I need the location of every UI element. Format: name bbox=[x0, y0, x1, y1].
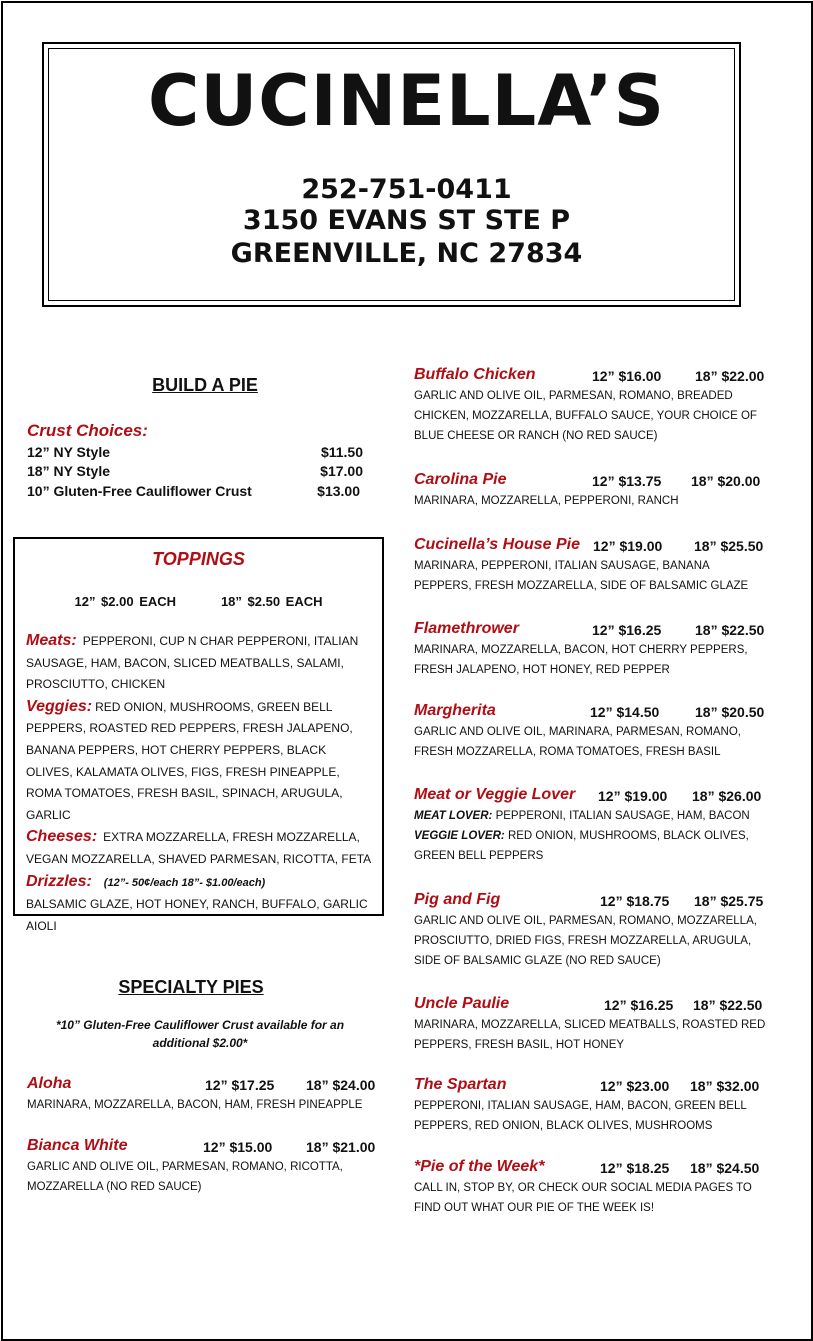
pie-price-12: 12” $17.25 bbox=[205, 1077, 275, 1093]
topping-price-12: 12” $2.00 EACH bbox=[74, 594, 177, 609]
pie-item bbox=[414, 891, 774, 971]
pie-price-18: 18” $24.50 bbox=[690, 1160, 760, 1176]
pie-price-12: 12” $23.00 bbox=[600, 1078, 670, 1094]
pie-price-18: 18” $24.00 bbox=[306, 1077, 376, 1093]
crust-row bbox=[27, 444, 363, 460]
pie-item bbox=[414, 702, 774, 762]
pie-name: Bianca White bbox=[27, 1137, 128, 1154]
pie-description: MARINARA, MOZZARELLA, BACON, HAM, FRESH PINEAPPLE bbox=[27, 1099, 363, 1111]
pie-price-12: 12” $13.75 bbox=[592, 473, 662, 489]
pie-price-12: 12” $19.00 bbox=[593, 538, 663, 554]
cheeses-label: Cheeses: bbox=[26, 828, 98, 846]
drizzles-items: BALSAMIC GLAZE, HOT HONEY, RANCH, BUFFALO, GARLIC AIOLI bbox=[26, 897, 368, 933]
pie-name: *Pie of the Week* bbox=[414, 1158, 545, 1175]
pie-price-18: 18” $25.75 bbox=[694, 893, 764, 909]
pie-description bbox=[414, 806, 769, 866]
topping-price-18: 18” $2.50 EACH bbox=[220, 594, 323, 609]
pie-price-12: 12” $15.00 bbox=[203, 1139, 273, 1155]
pie-description: MARINARA, MOZZARELLA, SLICED MEATBALLS, ROASTED RED PEPPERS, FRESH BASIL, HOT HONEY bbox=[414, 1019, 766, 1051]
pie-price-12: 12” $16.25 bbox=[604, 997, 674, 1013]
meat-lover-label: MEAT LOVER: bbox=[414, 810, 493, 822]
pie-item bbox=[414, 471, 774, 511]
pie-description: GARLIC AND OLIVE OIL, MARINARA, PARMESAN, ROMANO, FRESH MOZZARELLA, ROMA TOMATOES, FRESH BASIL bbox=[414, 726, 741, 758]
pie-item bbox=[414, 620, 769, 680]
pie-item bbox=[414, 1076, 769, 1136]
crust-name: 18” NY Style bbox=[27, 463, 111, 479]
gluten-free-note: *10” Gluten-Free Cauliflower Crust available for an additional $2.00* bbox=[55, 1018, 345, 1050]
pie-description: CALL IN, STOP BY, OR CHECK OUR SOCIAL MEDIA PAGES TO FIND OUT WHAT OUR PIE OF THE WEEK IS! bbox=[414, 1182, 752, 1214]
pie-name: Cucinella’s House Pie bbox=[414, 536, 580, 553]
pie-item bbox=[27, 1075, 382, 1115]
specialty-pies-title: SPECIALTY PIES bbox=[118, 977, 264, 997]
pie-name: Margherita bbox=[414, 702, 496, 719]
pie-price-12: 12” $16.25 bbox=[592, 622, 662, 638]
crust-price: $11.50 bbox=[320, 444, 363, 460]
crust-choices-heading: Crust Choices: bbox=[27, 421, 148, 440]
pie-name: Flamethrower bbox=[414, 620, 519, 637]
meat-lover-desc: PEPPERONI, ITALIAN SAUSAGE, HAM, BACON bbox=[495, 810, 750, 822]
cheeses-items: EXTRA MOZZARELLA, FRESH MOZZARELLA, VEGAN MOZZARELLA, SHAVED PARMESAN, RICOTTA, FETA bbox=[26, 830, 372, 866]
pie-price-18: 18” $26.00 bbox=[692, 788, 762, 804]
pie-description: MARINARA, PEPPERONI, ITALIAN SAUSAGE, BANANA PEPPERS, FRESH MOZZARELLA, SIDE OF BALSAMIC GLAZE bbox=[414, 560, 749, 592]
pie-price-18: 18” $20.50 bbox=[695, 704, 765, 720]
pie-name: Pig and Fig bbox=[414, 891, 501, 908]
meats-label: Meats: bbox=[26, 632, 77, 649]
crust-name: 12” NY Style bbox=[27, 444, 111, 460]
pie-name: The Spartan bbox=[414, 1076, 507, 1093]
pie-price-12: 12” $14.50 bbox=[590, 704, 660, 720]
pie-name: Carolina Pie bbox=[414, 471, 507, 488]
build-a-pie-title: BUILD A PIE bbox=[152, 375, 258, 395]
veggie-lover-desc: RED ONION, MUSHROOMS, BLACK OLIVES, GREEN BELL PEPPERS bbox=[414, 830, 749, 862]
veggie-lover-label: VEGGIE LOVER: bbox=[414, 830, 505, 842]
pie-price-12: 12” $18.25 bbox=[600, 1160, 670, 1176]
pie-price-12: 12” $18.75 bbox=[600, 893, 670, 909]
pie-item bbox=[414, 786, 769, 866]
veggies-label: Veggies: bbox=[26, 697, 93, 715]
pie-price-18: 18” $25.50 bbox=[694, 538, 764, 554]
veggies-items: RED ONION, MUSHROOMS, GREEN BELL PEPPERS, ROASTED RED PEPPERS, FRESH JALAPENO, BANANA PEPPERS, HOT CHERRY PEPPERS, BLACK OLIVES, KALAMATA OLIVES, FIGS, FRESH PINEAPPLE, ROMA TOMATOES, FRESH BASIL, SPINACH, ARUGULA, GARLIC bbox=[26, 699, 353, 822]
pie-description: GARLIC AND OLIVE OIL, PARMESAN, ROMANO, RICOTTA, MOZZARELLA (NO RED SAUCE) bbox=[27, 1161, 343, 1193]
drizzles-label: Drizzles: bbox=[26, 872, 92, 890]
pie-price-12: 12” $16.00 bbox=[592, 368, 662, 384]
toppings-box bbox=[13, 537, 384, 933]
pie-price-18: 18” $22.00 bbox=[695, 368, 765, 384]
pie-name: Uncle Paulie bbox=[414, 995, 510, 1012]
veggies-group bbox=[26, 696, 372, 827]
pie-description: MARINARA, MOZZARELLA, BACON, HOT CHERRY PEPPERS, FRESH JALAPENO, HOT HONEY, RED PEPPER bbox=[414, 644, 748, 676]
pie-description: MARINARA, MOZZARELLA, PEPPERONI, RANCH bbox=[414, 495, 679, 507]
crust-row bbox=[27, 463, 363, 479]
pie-item bbox=[414, 536, 769, 596]
restaurant-name: CUCINELLA’S bbox=[148, 60, 665, 142]
pie-name: Meat or Veggie Lover bbox=[414, 786, 576, 803]
pie-price-18: 18” $32.00 bbox=[690, 1078, 760, 1094]
address-street: 3150 EVANS ST STE P bbox=[242, 205, 571, 236]
toppings-title: TOPPINGS bbox=[152, 549, 245, 569]
pie-item bbox=[414, 366, 774, 446]
meats-group bbox=[26, 630, 372, 696]
pie-price-18: 18” $22.50 bbox=[695, 622, 765, 638]
cheeses-group bbox=[26, 826, 372, 870]
pie-name: Buffalo Chicken bbox=[414, 366, 536, 383]
pie-price-18: 18” $22.50 bbox=[693, 997, 763, 1013]
toppings-list bbox=[26, 630, 372, 937]
crust-row bbox=[27, 483, 360, 499]
crust-price: $17.00 bbox=[320, 463, 363, 479]
drizzles-group bbox=[26, 871, 372, 938]
crust-price: $13.00 bbox=[317, 483, 360, 499]
toppings-prices bbox=[15, 594, 382, 609]
pie-description: PEPPERONI, ITALIAN SAUSAGE, HAM, BACON, GREEN BELL PEPPERS, RED ONION, BLACK OLIVES, MUSHROOMS bbox=[414, 1100, 747, 1132]
drizzles-price: (12”- 50¢/each 18”- $1.00/each) bbox=[103, 876, 266, 889]
pie-price-12: 12” $19.00 bbox=[598, 788, 668, 804]
pie-item bbox=[414, 1158, 769, 1218]
phone-number: 252-751-0411 bbox=[301, 174, 512, 205]
pie-price-18: 18” $21.00 bbox=[306, 1139, 376, 1155]
pie-name: Aloha bbox=[27, 1075, 72, 1092]
pie-price-18: 18” $20.00 bbox=[691, 473, 761, 489]
crust-name: 10” Gluten-Free Cauliflower Crust bbox=[27, 483, 252, 499]
pie-item bbox=[414, 995, 769, 1055]
pie-description: GARLIC AND OLIVE OIL, PARMESAN, ROMANO, BREADED CHICKEN, MOZZARELLA, BUFFALO SAUCE, YOUR CHOICE OF BLUE CHEESE OR RANCH (NO RED SAUCE) bbox=[414, 390, 757, 442]
address-city: GREENVILLE, NC 27834 bbox=[230, 238, 583, 269]
pie-description: GARLIC AND OLIVE OIL, PARMESAN, ROMANO, MOZZARELLA, PROSCIUTTO, DRIED FIGS, FRESH MOZZARELLA, ARUGULA, SIDE OF BALSAMIC GLAZE (NO RED SAUCE) bbox=[414, 915, 757, 967]
pie-item bbox=[27, 1137, 376, 1197]
meats-items: PEPPERONI, CUP N CHAR PEPPERONI, ITALIAN SAUSAGE, HAM, BACON, SLICED MEATBALLS, SALAMI, PROSCIUTTO, CHICKEN bbox=[26, 634, 359, 692]
